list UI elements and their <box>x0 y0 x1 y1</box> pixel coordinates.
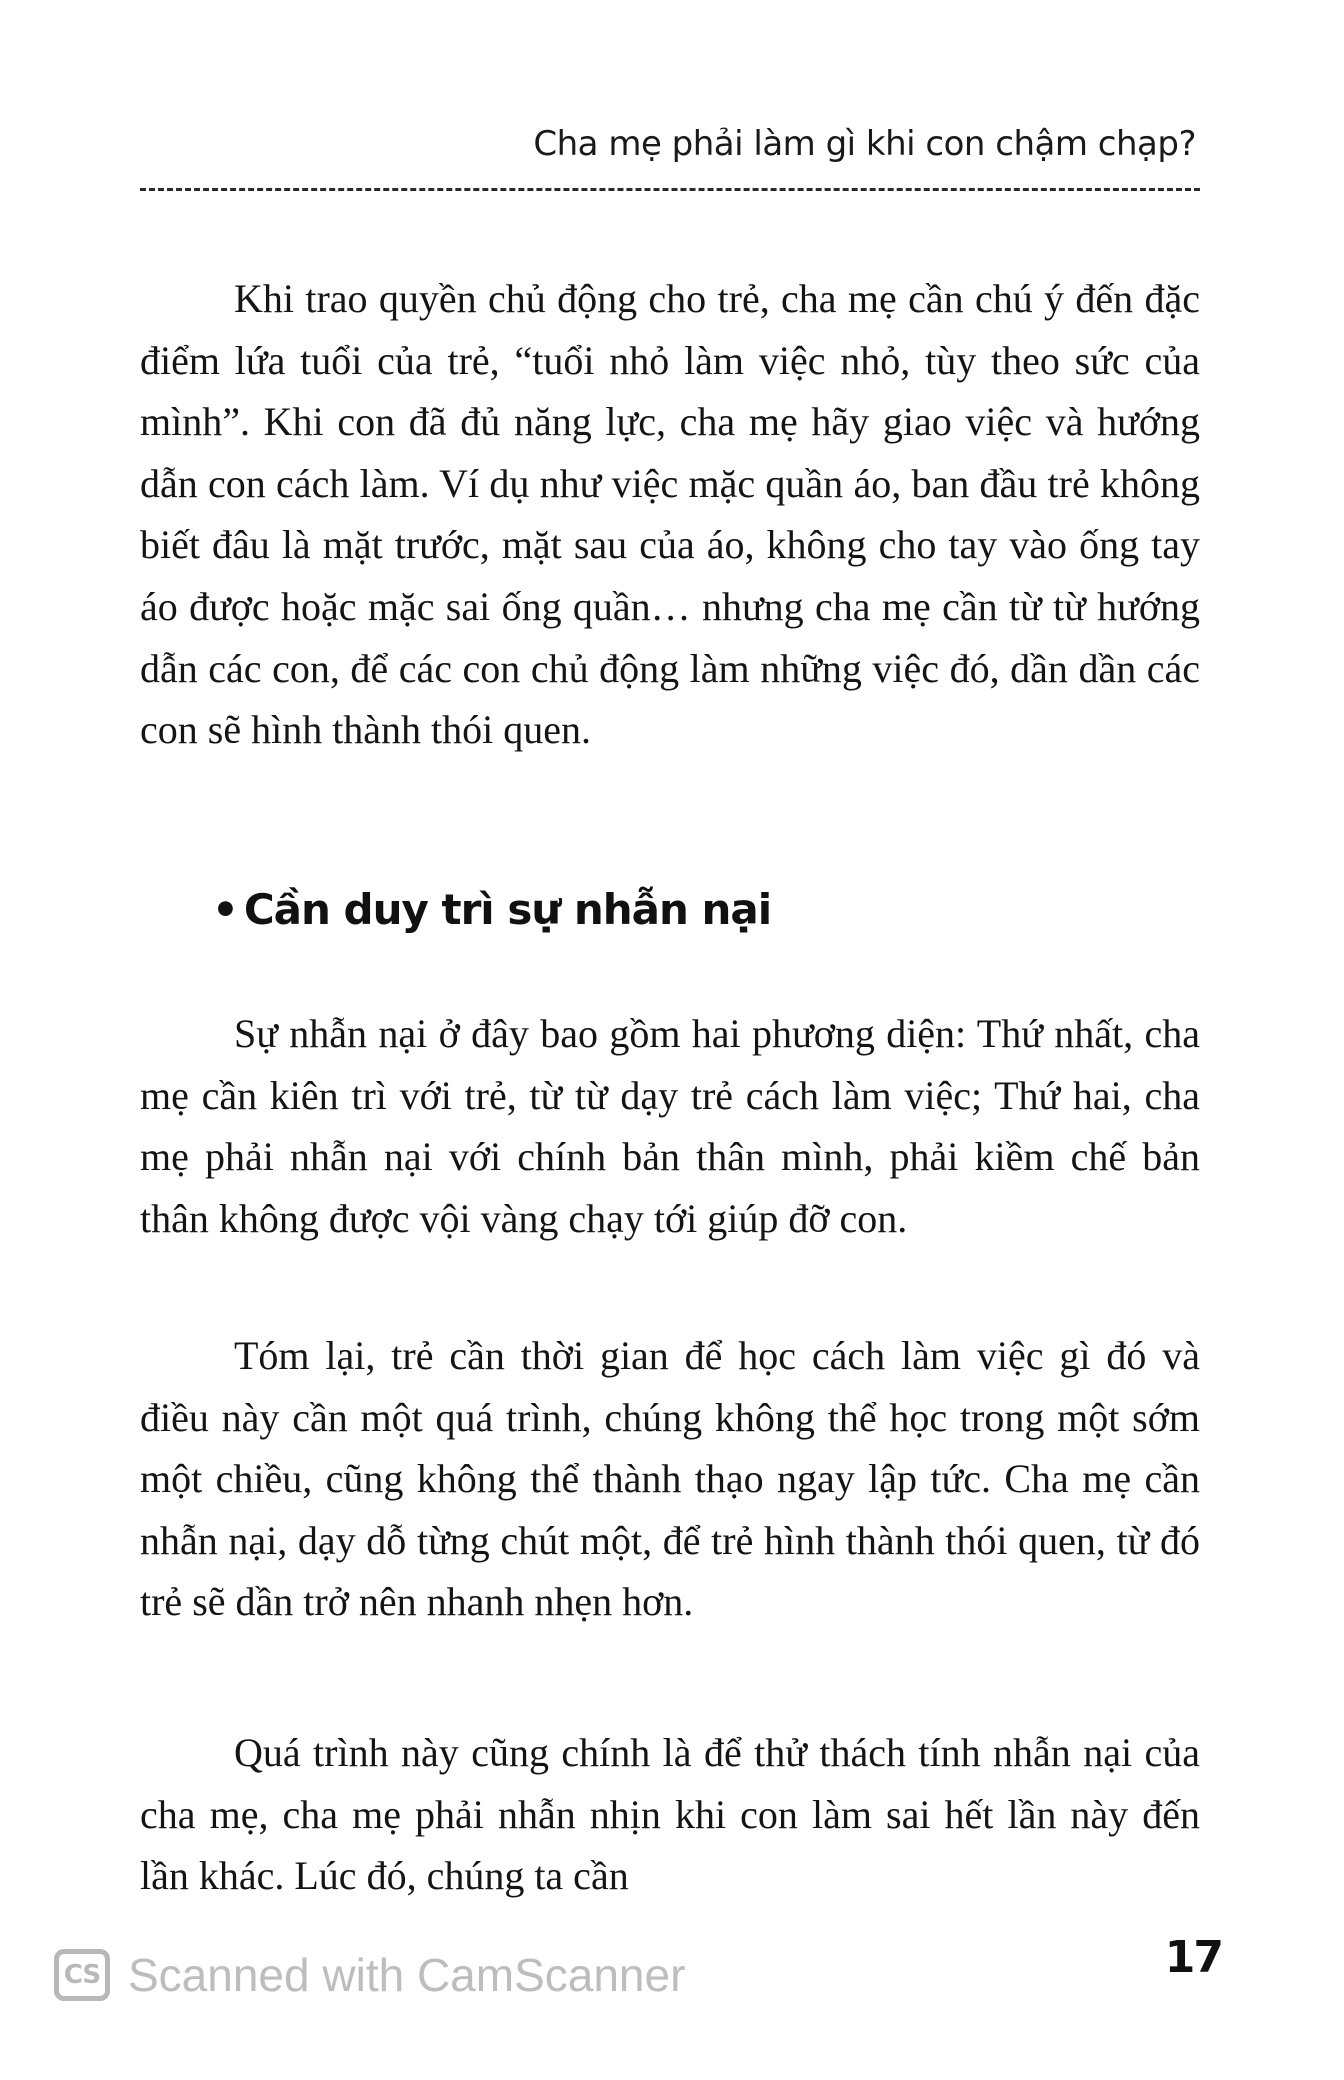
bullet-icon: • <box>212 885 238 934</box>
camscanner-logo-icon: CS <box>54 1949 110 2001</box>
page-number: 17 <box>1164 1932 1222 1983</box>
section-heading <box>212 880 771 940</box>
watermark-text: Scanned with CamScanner <box>128 1949 686 2001</box>
paragraph-4: Quá trình này cũng chính là để thử thách tính nhẫn nại của cha mẹ, cha mẹ phải nhẫn nhịn khi con làm sai hết lần này đến lần khác. Lúc đó, chúng ta cần <box>140 1730 1200 1899</box>
running-header-title: Cha mẹ phải làm gì khi con chậm chạp? <box>533 124 1196 164</box>
paragraph-1: Khi trao quyền chủ động cho trẻ, cha mẹ cần chú ý đến đặc điểm lứa tuổi của trẻ, “tuổi nhỏ làm việc nhỏ, tùy theo sức của mình”. Khi con đã đủ năng lực, cha mẹ hãy giao việc và hướng dẫn con cách làm. Ví dụ như việc mặc quần áo, ban đầu trẻ không biết đâu là mặt trước, mặt sau của áo, không cho tay vào ống tay áo được hoặc mặc sai ống quần… nhưng cha mẹ cần từ từ hướng dẫn các con, để các con chủ động làm những việc đó, dần dần các con sẽ hình thành thói quen. <box>140 276 1200 753</box>
header-dashed-rule <box>140 188 1200 191</box>
camscanner-watermark <box>54 1942 685 2008</box>
section-heading-text: Cần duy trì sự nhẫn nại <box>243 885 772 934</box>
paragraph-3: Tóm lại, trẻ cần thời gian để học cách làm việc gì đó và điều này cần một quá trình, chúng không thể học trong một sớm một chiều, cũng không thể thành thạo ngay lập tức. Cha mẹ cần nhẫn nại, dạy dỗ từng chút một, để trẻ hình thành thói quen, từ đó trẻ sẽ dần trở nên nhanh nhẹn hơn. <box>140 1333 1200 1625</box>
paragraph-2: Sự nhẫn nại ở đây bao gồm hai phương diện: Thứ nhất, cha mẹ cần kiên trì với trẻ, từ từ dạy trẻ cách làm việc; Thứ hai, cha mẹ phải nhẫn nại với chính bản thân mình, phải kiềm chế bản thân không được vội vàng chạy tới giúp đỡ con. <box>140 1011 1200 1241</box>
